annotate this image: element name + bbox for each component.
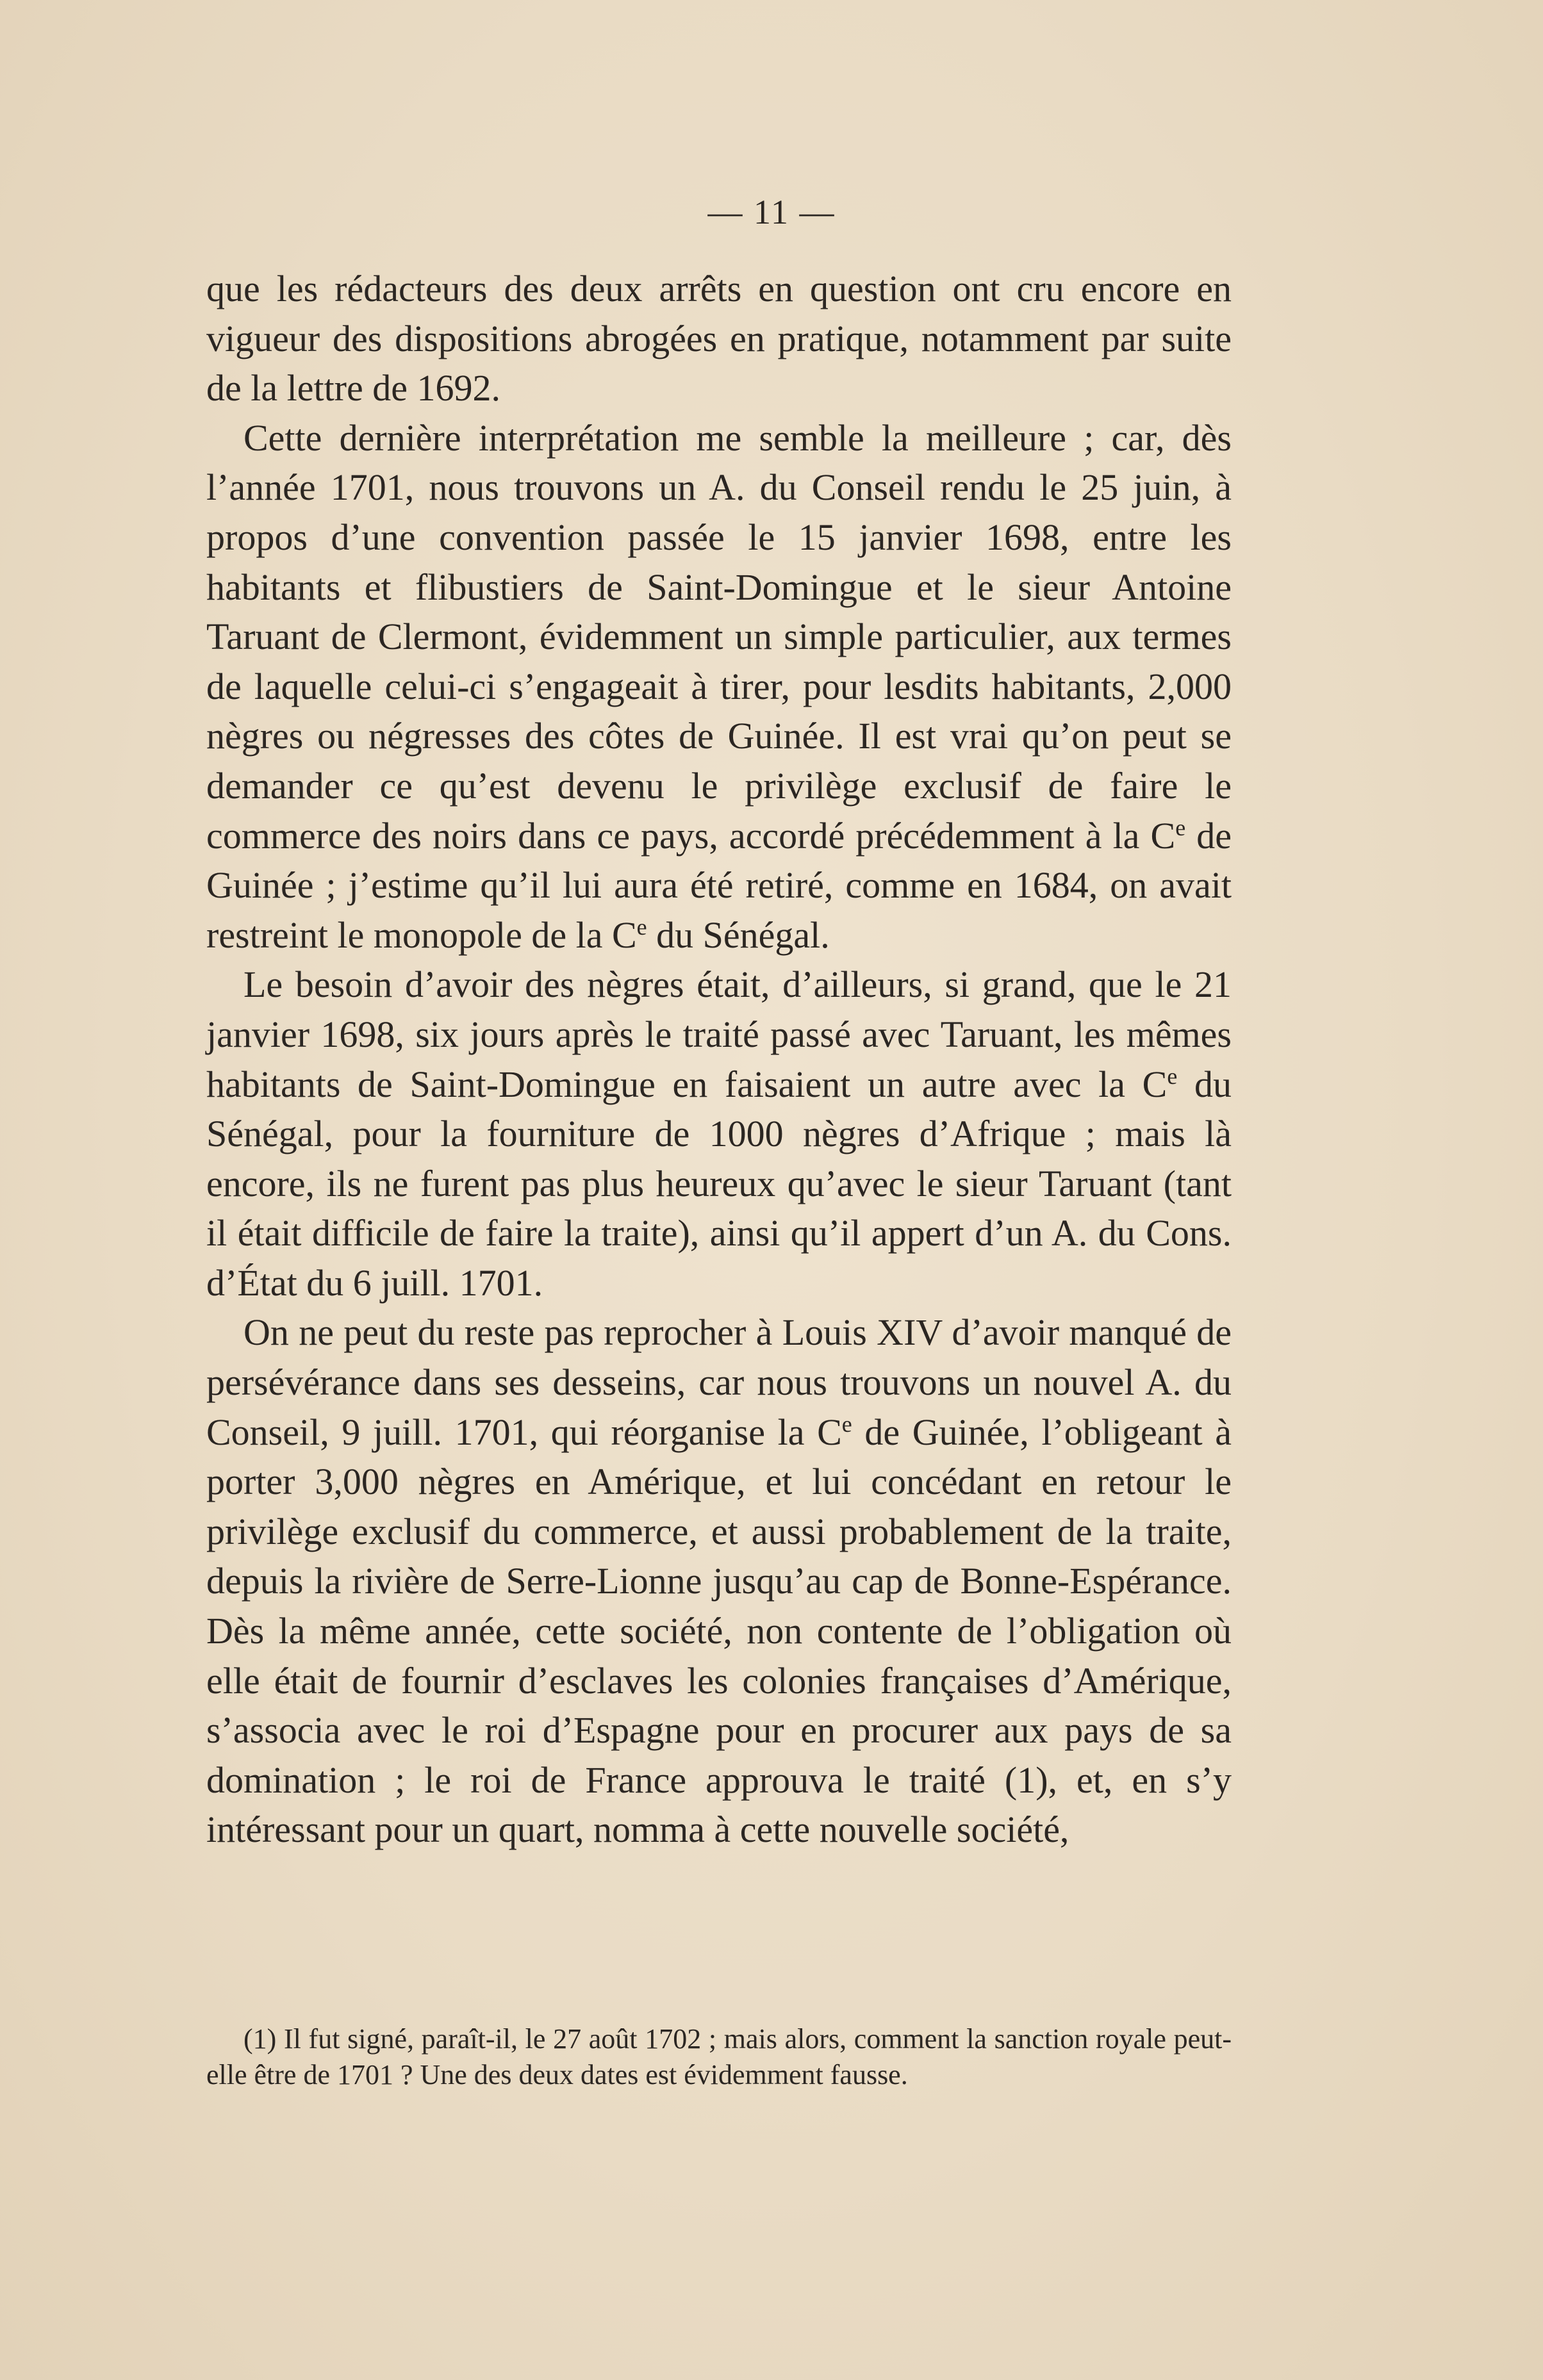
text-run: On ne peut du reste pas reprocher à Louis XIV d’avoir manqué de persévérance dans ses desseins, car nous trouvons un nouvel A. du Conseil, 9 juill. 1701, qui réorganise la C <box>206 1311 1232 1453</box>
superscript: e <box>841 1411 852 1437</box>
footnote: (1) Il fut signé, paraît-il, le 27 août 1702 ; mais alors, comment la sanction royale peut-elle être de 1701 ? Une des deux dates est évidemment fausse. <box>206 2023 1232 2090</box>
text-run: du Sénégal. <box>647 914 830 956</box>
page-number: — 11 — <box>707 193 836 231</box>
text-run: Le besoin d’avoir des nègres était, d’ailleurs, si grand, que le 21 janvier 1698, six jours après le traité passé avec Taruant, les mêmes habitants de Saint-Domingue en faisaient un autre avec la C <box>206 964 1232 1105</box>
superscript: e <box>1167 1063 1178 1089</box>
paragraph-continuation: que les rédacteurs des deux arrêts en question ont cru encore en vigueur des dispositions abrogées en pratique, notamment par suite de la lettre de 1692. <box>206 268 1232 409</box>
main-text <box>206 264 1232 1855</box>
superscript: e <box>1175 814 1186 841</box>
text-run: de Guinée, l’obligeant à porter 3,000 nègres en Amérique, et lui concédant en retour le privilège exclusif du commerce, et aussi probablement de la traite, depuis la rivière de Serre-Lionne jusqu’au cap de Bonne-Espérance. Dès la même année, cette société, non contente de l’obligation où elle était de fournir d’esclaves les colonies françaises d’Amérique, s’associa avec le roi d’Espagne pour en procurer aux pays de sa domination ; le roi de France approuva le traité (1), et, en s’y intéressant pour un quart, nomma à cette nouvelle société, <box>206 1411 1232 1851</box>
text-run: de Guinée ; j’estime qu’il lui aura été retiré, comme en 1684, on avait restreint le monopole de la C <box>206 814 1232 956</box>
superscript: e <box>636 914 647 940</box>
paragraph-louis-xiv <box>206 1308 1232 1855</box>
paragraph-interpretation <box>206 413 1232 960</box>
text-run: Cette dernière interprétation me semble la meilleure ; car, dès l’année 1701, nous trouvons un A. du Conseil rendu le 25 juin, à propos d’une convention passée le 15 janvier 1698, entre les habitants et flibustiers de Saint-Domingue et le sieur Antoine Taruant de Clermont, évidemment un simple particulier, aux termes de laquelle celui-ci s’engageait à tirer, pour lesdits habitants, 2,000 nègres ou négresses des côtes de Guinée. Il est vrai qu’on peut se demander ce qu’est devenu le privilège exclusif de faire le commerce des noirs dans ce pays, accordé précédemment à la C <box>206 416 1232 857</box>
paragraph-besoin <box>206 960 1232 1308</box>
text-run: du Sénégal, pour la fourniture de 1000 nègres d’Afrique ; mais là encore, ils ne furent pas plus heureux qu’avec le sieur Taruant (tant il était difficile de faire la traite), ainsi qu’il appert d’un A. du Cons. d’État du 6 juill. 1701. <box>206 1063 1232 1304</box>
